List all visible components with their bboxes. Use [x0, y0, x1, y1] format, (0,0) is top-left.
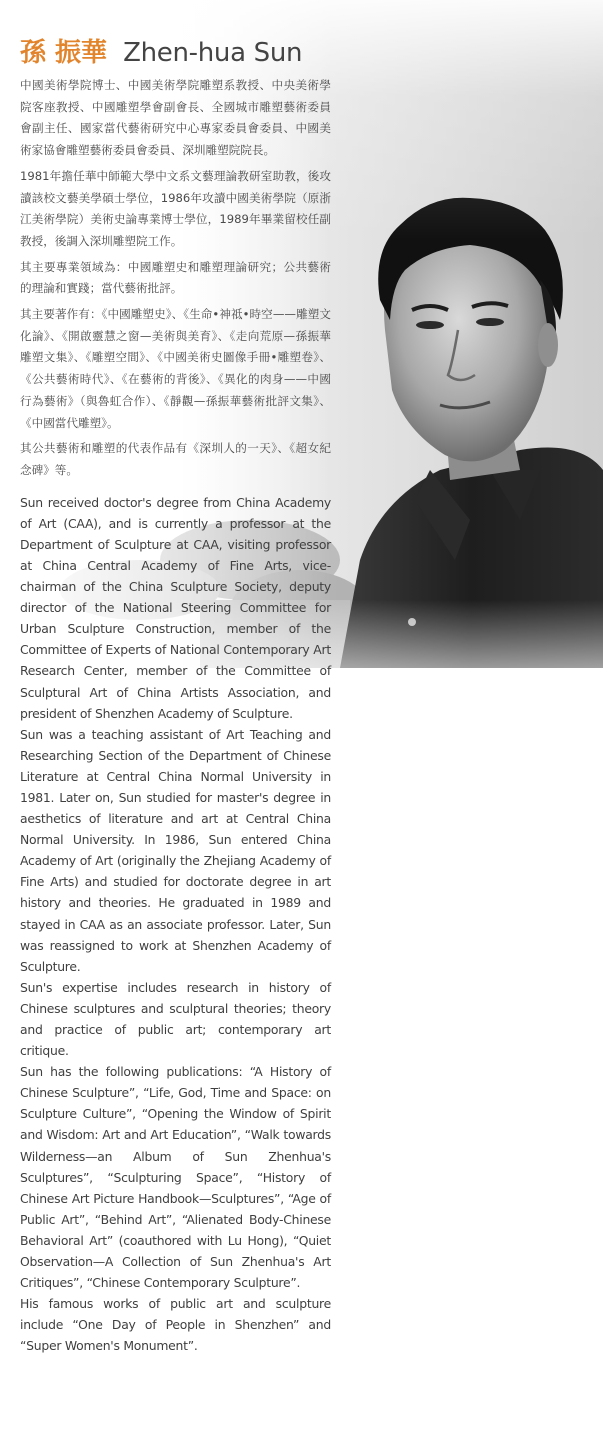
- bio-en-paragraph: Sun has the following publications: “A History of Chinese Sculpture”, “Life, God, Time and Space: on Sculpture Culture”, “Opening the Window of Spirit and Wisdom: Art and Art Education”, “Walk towards Wilderness—an Album of Sun Zhenhua's Sculptures”, “Sculpturing Space”, “History of Chinese Art Picture Handbook—Sculptures”, “Age of Public Art”, “Behind Art”, “Alienated Body-Chinese Behavioral Art” (coauthored with Lu Hong), “Quiet Observation—A Collection of Sun Zhenhua's Art Critiques”, “Chinese Contemporary Sculpture”.: [20, 1064, 331, 1291]
- biography-chinese: [20, 75, 331, 482]
- bio-zh-paragraph: 1981年擔任華中師範大學中文系文藝理論教研室助教，後攻讀該校文藝美學碩士學位，1986年攻讀中國美術學院（原浙江美術學院）美術史論專業博士學位，1989年畢業留校任副教授，後調入深圳雕塑院工作。: [20, 168, 331, 248]
- name-chinese: 孫 振華: [20, 38, 108, 68]
- bio-en-paragraph: Sun's expertise includes research in history of Chinese sculptures and sculptural theories; theory and practice of public art; contemporary art critique.: [20, 979, 331, 1059]
- bio-zh-paragraph: 其主要著作有：《中國雕塑史》、《生命•神祗•時空——雕塑文化論》、《開啟靈慧之窗—美術與美育》、《走向荒原—孫振華雕塑文集》、《雕塑空間》、《中國美術史圖像手冊•雕塑卷》、《公共藝術時代》、《在藝術的背後》、《異化的肉身——中國行為藝術》（與魯虹合作）、《靜觀—孫振華藝術批評文集》、《中國當代雕塑》。: [20, 307, 331, 430]
- bio-en-paragraph: Sun received doctor's degree from China Academy of Art (CAA), and is currently a professor at the Department of Sculpture at CAA, visiting professor at China Central Academy of Fine Arts, vice-chairman of the China Sculpture Society, deputy director of the National Steering Committee for Urban Sculpture Construction, member of the Committee of Experts of National Contemporary Art Research Center, member of the Committee of Sculptural Art of China Artists Association, and president of Shenzhen Academy of Sculpture.: [20, 494, 331, 721]
- page-heading: [20, 33, 302, 76]
- bio-en-paragraph: Sun was a teaching assistant of Art Teaching and Researching Section of the Department of Chinese Literature at Central China Normal University in 1981. Later on, Sun studied for master's degree in aesthetics of literature and art at Central China Normal University. In 1986, Sun entered China Academy of Art (originally the Zhejiang Academy of Fine Arts) and studied for doctorate degree in art history and theories. He graduated in 1989 and stayed in CAA as an associate professor. Later, Sun was reassigned to work at Shenzhen Academy of Sculpture.: [20, 726, 331, 974]
- bio-zh-paragraph: 其主要專業領域為：中國雕塑史和雕塑理論研究；公共藝術的理論和實踐；當代藝術批評。: [20, 259, 331, 296]
- name-english: Zhen-hua Sun: [123, 38, 303, 68]
- bio-en-paragraph: His famous works of public art and sculpture include “One Day of People in Shenzhen” and “Super Women's Monument”.: [20, 1296, 331, 1354]
- biography-english: [20, 492, 331, 1357]
- bio-zh-paragraph: 其公共藝術和雕塑的代表作品有《深圳人的一天》、《超女紀念碑》等。: [20, 441, 331, 477]
- bio-zh-paragraph: 中國美術學院博士、中國美術學院雕塑系教授、中央美術學院客座教授、中國雕塑學會副會長、全國城市雕塑藝術委員會副主任、國家當代藝術研究中心專家委員會委員、中國美術家協會雕塑藝術委員會委員、深圳雕塑院院長。: [20, 78, 331, 158]
- biography: [20, 75, 331, 1357]
